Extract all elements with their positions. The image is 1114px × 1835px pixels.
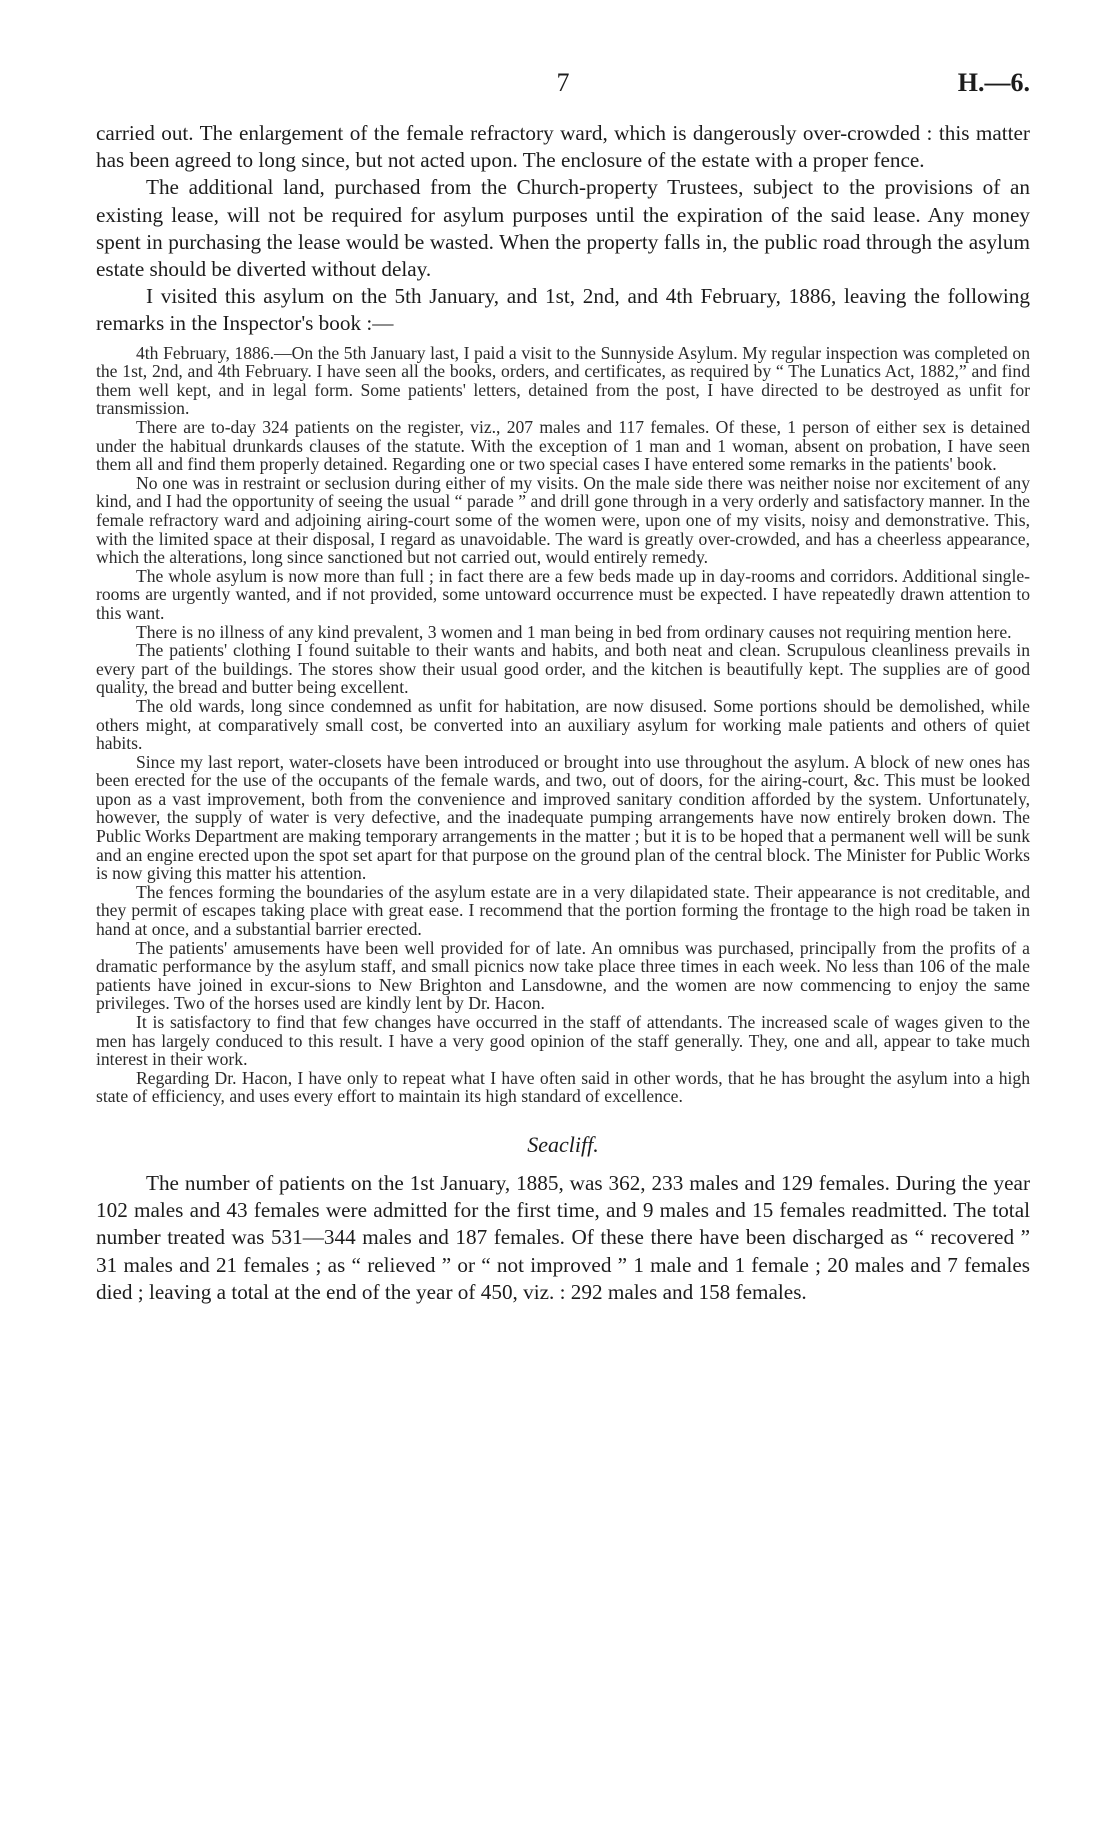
- remark-paragraph: It is satisfactory to find that few changes have occurred in the staff of attendants. The increased scale of wages given to the men has largely conduced to this result. I have a very good opinion of the staff generally. They, one and all, appear to take much interest in their work.: [96, 1012, 1030, 1070]
- remark-paragraph: Regarding Dr. Hacon, I have only to repeat what I have often said in other words, that he has brought the asylum into a high state of efficiency, and uses every effort to maintain its high standard of excellence.: [96, 1067, 1030, 1107]
- remark-paragraph: The patients' clothing I found suitable to their wants and habits, and both neat and clean. Scrupulous cleanliness prevails in every part of the buildings. The stores show their usual good order, and the kitchen is beautifully kept. The supplies are of good quality, the bread and butter being excellent.: [96, 640, 1030, 698]
- remark-paragraph: The fences forming the boundaries of the asylum estate are in a very dilapidated state. Their appearance is not creditable, and they permit of escapes taking place with great ease. I recommend that the portion forming the frontage to the high road be taken in hand at once, and a substantial barrier erected.: [96, 881, 1030, 940]
- page-reference: H.—6.: [957, 68, 1030, 97]
- remark-paragraph: There is no illness of any kind prevalent, 3 women and 1 man being in bed from ordinary causes not requiring mention here.: [136, 621, 1012, 642]
- intro-paragraph: I visited this asylum on the 5th January, and 1st, 2nd, and 4th February, 1886, leaving the following remarks in the Inspector's book :—: [96, 284, 1030, 336]
- intro-section: [96, 120, 1030, 338]
- page-header: [96, 60, 1030, 120]
- section-heading: Seacliff.: [527, 1131, 599, 1157]
- remark-paragraph: The whole asylum is now more than full ; in fact there are a few beds made up in day-rooms and corridors. Additional single-rooms are urgently wanted, and if not provided, some untoward occurrence must be expected. I have repeatedly drawn attention to this want.: [96, 565, 1030, 623]
- seacliff-section: [96, 1170, 1030, 1306]
- intro-paragraph: carried out. The enlargement of the female refractory ward, which is dangerously over-crowded : this matter has been agreed to long since, but not acted upon. The enclosure of the estate with a proper fence.: [96, 121, 1030, 173]
- document-page: [96, 60, 1030, 1306]
- remark-paragraph: The old wards, long since condemned as unfit for habitation, are now disused. Some portions should be demolished, while others might, at comparatively small cost, be converted into an auxiliary asylum for working male patients and others of quiet habits.: [96, 695, 1030, 754]
- inspector-remarks: [96, 344, 1030, 1106]
- page-number: 7: [556, 68, 570, 97]
- intro-paragraph: The additional land, purchased from the Church-property Trustees, subject to the provisions of an existing lease, will not be required for asylum purposes until the expiration of the said lease. Any money spent in purchasing the lease would be wasted. When the property falls in, the public road through the asylum estate should be diverted without delay.: [96, 175, 1030, 282]
- remark-paragraph: 4th February, 1886.—On the 5th January last, I paid a visit to the Sunnyside Asylum. My regular inspection was completed on the 1st, 2nd, and 4th February. I have seen all the books, orders, and certificates, as required by “ The Lunatics Act, 1882,” and find them well kept, and in legal form. Some patients' letters, detained from the post, I have directed to be destroyed as unfit for transmission.: [96, 342, 1030, 419]
- remark-paragraph: Since my last report, water-closets have been introduced or brought into use throughout the asylum. A block of new ones has been erected for the use of the occupants of the female wards, and two, out of doors, for the airing-court, &c. This must be looked upon as a vast improvement, both from the convenience and improved sanitary condition afforded by the system. Unfortunately, however, the supply of water is very defective, and the inadequate pumping arrangements have now entirely broken down. The Public Works Department are making temporary arrangements in the matter ; but it is to be hoped that a permanent well will be sunk and an engine erected upon the spot set apart for that purpose on the ground plan of the central block. The Minister for Public Works is now giving this matter his attention.: [96, 751, 1030, 884]
- remark-paragraph: No one was in restraint or seclusion during either of my visits. On the male side there was neither noise nor excitement of any kind, and I had the opportunity of seeing the usual “ parade ” and drill gone through in a very orderly and satisfactory manner. In the female refractory ward and adjoining airing-court some of the women were, upon one of my visits, noisy and demonstrative. This, with the limited space at their disposal, I regard as unavoidable. The ward is greatly over-crowded, and has a cheerless appearance, which the alterations, long since sanctioned but not carried out, would entirely remedy.: [96, 472, 1030, 568]
- remark-paragraph: There are to-day 324 patients on the register, viz., 207 males and 117 females. Of these, 1 person of either sex is detained under the habitual drunkards clauses of the statute. With the exception of 1 man and 1 woman, absent on probation, I have seen them all and find them properly detained. Regarding one or two special cases I have entered some remarks in the patients' book.: [96, 417, 1030, 475]
- remark-paragraph: The patients' amusements have been well provided for of late. An omnibus was purchased, principally from the profits of a dramatic performance by the asylum staff, and small picnics now take place three times in each week. No less than 106 of the male patients have joined in excur-sions to New Brighton and Lansdowne, and the women are now commencing to enjoy the same privileges. Two of the horses used are kindly lent by Dr. Hacon.: [96, 937, 1030, 1014]
- section-paragraph: The number of patients on the 1st January, 1885, was 362, 233 males and 129 females. During the year 102 males and 43 females were admitted for the first time, and 9 males and 15 females readmitted. The total number treated was 531—344 males and 187 females. Of these there have been discharged as “ recovered ” 31 males and 21 females ; as “ relieved ” or “ not improved ” 1 male and 1 female ; 20 males and 7 females died ; leaving a total at the end of the year of 450, viz. : 292 males and 158 females.: [96, 1170, 1030, 1304]
